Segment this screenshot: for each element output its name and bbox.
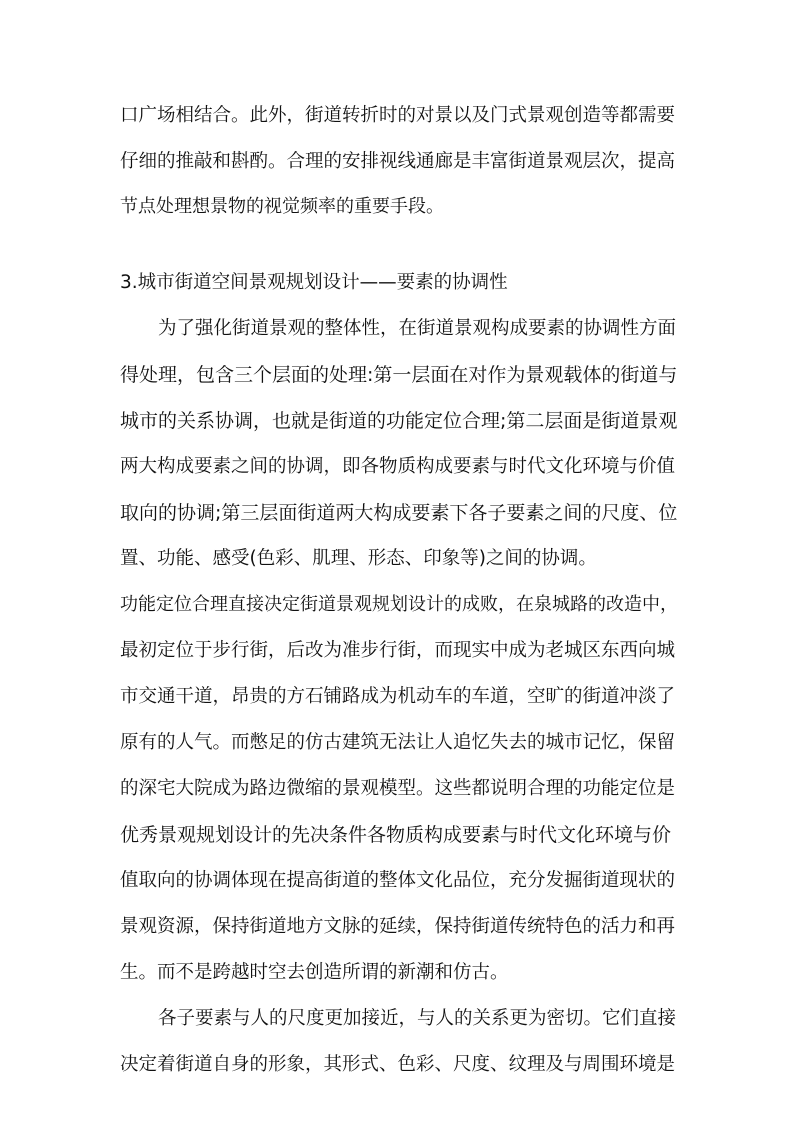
- section-heading: 3.城市街道空间景观规划设计——要素的协调性: [120, 272, 508, 293]
- para2-line-9: 生。而不是跨越时空去创造所谓的新潮和仿古。: [120, 962, 509, 983]
- para2-line-6: 优秀景观规划设计的先决条件各物质构成要素与时代文化环境与价: [120, 824, 672, 846]
- para2-line-7: 值取向的协调体现在提高街道的整体文化品位，充分发掘街道现状的: [120, 870, 676, 891]
- para2-line-4: 原有的人气。而憋足的仿古建筑无法让人追忆失去的城市记忆，保留: [120, 732, 676, 753]
- para2-line-8: 景观资源，保持街道地方文脉的延续，保持街道传统特色的活力和再: [120, 916, 676, 937]
- para1-line-2: 得处理，包含三个层面的处理:第一层面在对作为景观载体的街道与: [120, 364, 678, 386]
- intro-line-1: 口广场相结合。此外，街道转折时的对景以及门式景观创造等都需要: [120, 105, 676, 126]
- para3-line-1: 各子要素与人的尺度更加接近，与人的关系更为密切。它们直接: [158, 1008, 677, 1029]
- para1-line-6: 置、功能、感受(色彩、肌理、形态、印象等)之间的协调。: [120, 548, 597, 569]
- para1-line-4: 两大构成要素之间的协调，即各物质构成要素与时代文化环境与价值: [120, 456, 676, 477]
- para1-line-1: 为了强化街道景观的整体性，在街道景观构成要素的协调性方面: [158, 318, 677, 339]
- para1-line-3: 城市的关系协调，也就是街道的功能定位合理;第二层面是街道景观: [120, 410, 678, 432]
- para2-line-3: 市交通干道，昂贵的方石铺路成为机动车的车道，空旷的街道冲淡了: [120, 686, 676, 707]
- intro-line-2: 仔细的推敲和斟酌。合理的安排视线通廊是丰富街道景观层次，提高: [120, 151, 676, 172]
- para3-line-2: 决定着街道自身的形象，其形式、色彩、尺度、纹理及与周围环境是: [120, 1054, 676, 1075]
- para1-line-5: 取向的协调;第三层面街道两大构成要素下各子要素之间的尺度、位: [120, 502, 678, 524]
- para2-line-5: 的深宅大院成为路边微缩的景观模型。这些都说明合理的功能定位是: [120, 778, 676, 799]
- intro-line-3: 节点处理想景物的视觉频率的重要手段。: [120, 196, 444, 217]
- para2-line-1: 功能定位合理直接决定街道景观规划设计的成败，在泉城路的改造中，: [120, 594, 678, 615]
- para2-line-2: 最初定位于步行街，后改为准步行街，而现实中成为老城区东西向城: [120, 640, 676, 661]
